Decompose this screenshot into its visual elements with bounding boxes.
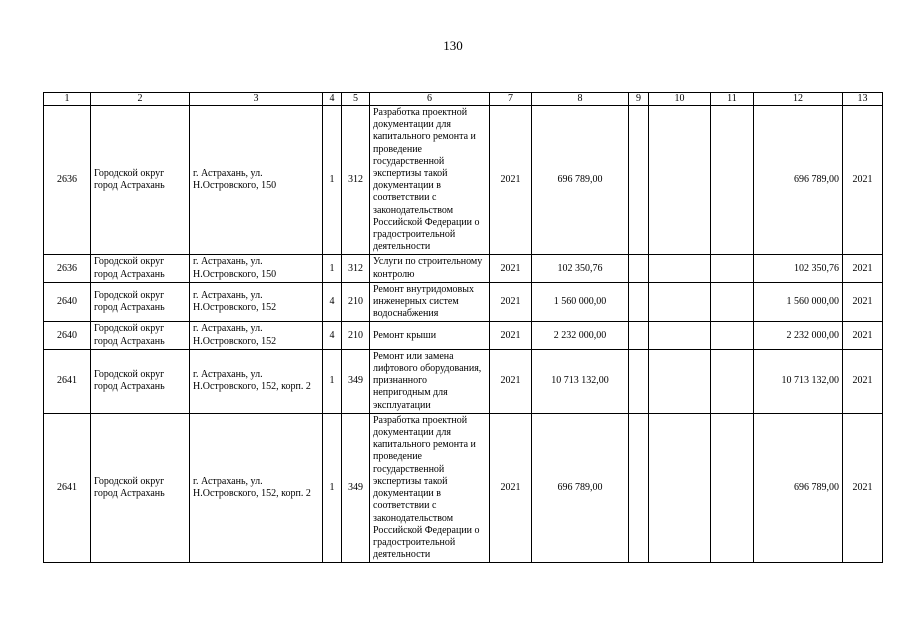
column-number: 8 [532,93,629,106]
empty-cell [629,255,649,282]
empty-cell [629,282,649,322]
year-cell: 2021 [490,282,532,322]
empty-cell [629,413,649,562]
work-type-cell: Разработка проектной документации для капитального ремонта и проведение государственной экспертизы такой документации в соответствии с законодательством Российской Федерации о градостроительной деятельности [370,413,490,562]
column-number: 10 [649,93,711,106]
column-number: 4 [323,93,342,106]
municipality-cell: Городской округ город Астрахань [91,282,190,322]
column-number: 9 [629,93,649,106]
empty-cell [711,282,754,322]
address-cell: г. Астрахань, ул. Н.Островского, 152 [190,282,323,322]
col4-cell: 4 [323,282,342,322]
work-type-cell: Услуги по строительному контролю [370,255,490,282]
column-number: 3 [190,93,323,106]
municipality-cell: Городской округ город Астрахань [91,322,190,349]
object-id-cell: 2640 [44,282,91,322]
column-number: 13 [843,93,883,106]
municipality-cell: Городской округ город Астрахань [91,413,190,562]
empty-cell [629,106,649,255]
municipality-cell: Городской округ город Астрахань [91,255,190,282]
col4-cell: 4 [323,322,342,349]
amount-cell: 696 789,00 [532,106,629,255]
col4-cell: 1 [323,255,342,282]
amount-cell: 1 560 000,00 [532,282,629,322]
table-row [44,282,883,322]
object-id-cell: 2641 [44,349,91,413]
table-row [44,255,883,282]
end-year-cell: 2021 [843,322,883,349]
column-number: 6 [370,93,490,106]
object-id-cell: 2640 [44,322,91,349]
object-id-cell: 2636 [44,255,91,282]
column-number: 1 [44,93,91,106]
table-row [44,322,883,349]
amount-cell: 10 713 132,00 [532,349,629,413]
empty-cell [711,349,754,413]
column-number-row [44,93,883,106]
total-cell: 696 789,00 [754,413,843,562]
empty-cell [711,106,754,255]
repair-program-table [43,92,883,563]
year-cell: 2021 [490,106,532,255]
column-number: 5 [342,93,370,106]
total-cell: 102 350,76 [754,255,843,282]
empty-cell [649,322,711,349]
empty-cell [649,282,711,322]
work-code-cell: 349 [342,413,370,562]
empty-cell [649,413,711,562]
municipality-cell: Городской округ город Астрахань [91,106,190,255]
municipality-cell: Городской округ город Астрахань [91,349,190,413]
end-year-cell: 2021 [843,349,883,413]
work-code-cell: 210 [342,282,370,322]
total-cell: 10 713 132,00 [754,349,843,413]
work-type-cell: Ремонт крыши [370,322,490,349]
address-cell: г. Астрахань, ул. Н.Островского, 150 [190,106,323,255]
table-row [44,413,883,562]
year-cell: 2021 [490,349,532,413]
column-number: 11 [711,93,754,106]
work-code-cell: 210 [342,322,370,349]
amount-cell: 2 232 000,00 [532,322,629,349]
work-code-cell: 312 [342,106,370,255]
end-year-cell: 2021 [843,255,883,282]
object-id-cell: 2636 [44,106,91,255]
total-cell: 1 560 000,00 [754,282,843,322]
column-number: 12 [754,93,843,106]
col4-cell: 1 [323,413,342,562]
empty-cell [629,349,649,413]
year-cell: 2021 [490,255,532,282]
address-cell: г. Астрахань, ул. Н.Островского, 152 [190,322,323,349]
empty-cell [629,322,649,349]
work-type-cell: Ремонт внутридомовых инженерных систем водоснабжения [370,282,490,322]
year-cell: 2021 [490,413,532,562]
address-cell: г. Астрахань, ул. Н.Островского, 152, корп. 2 [190,349,323,413]
work-code-cell: 312 [342,255,370,282]
empty-cell [711,255,754,282]
end-year-cell: 2021 [843,106,883,255]
address-cell: г. Астрахань, ул. Н.Островского, 150 [190,255,323,282]
col4-cell: 1 [323,106,342,255]
column-number: 7 [490,93,532,106]
column-number: 2 [91,93,190,106]
empty-cell [649,106,711,255]
col4-cell: 1 [323,349,342,413]
table-row [44,106,883,255]
work-code-cell: 349 [342,349,370,413]
table-row [44,349,883,413]
object-id-cell: 2641 [44,413,91,562]
empty-cell [649,349,711,413]
amount-cell: 696 789,00 [532,413,629,562]
year-cell: 2021 [490,322,532,349]
total-cell: 2 232 000,00 [754,322,843,349]
work-type-cell: Ремонт или замена лифтового оборудования, признанного непригодным для эксплуатации [370,349,490,413]
empty-cell [649,255,711,282]
amount-cell: 102 350,76 [532,255,629,282]
end-year-cell: 2021 [843,282,883,322]
page-number: 130 [443,38,463,53]
address-cell: г. Астрахань, ул. Н.Островского, 152, корп. 2 [190,413,323,562]
total-cell: 696 789,00 [754,106,843,255]
end-year-cell: 2021 [843,413,883,562]
empty-cell [711,322,754,349]
empty-cell [711,413,754,562]
work-type-cell: Разработка проектной документации для капитального ремонта и проведение государственной экспертизы такой документации в соответствии с законодательством Российской Федерации о градостроительной деятельности [370,106,490,255]
